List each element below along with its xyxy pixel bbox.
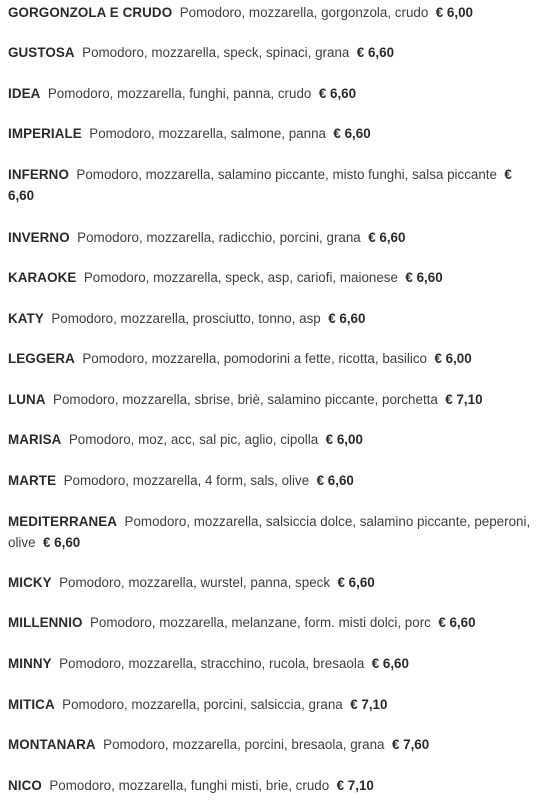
item-description: Pomodoro, mozzarella, speck, asp, cariofi, maionese xyxy=(83,270,398,285)
menu-item-katy xyxy=(8,308,540,329)
item-price: € 6,60 xyxy=(43,535,81,550)
item-description: Pomodoro, mozzarella, prosciutto, tonno, asp xyxy=(51,311,321,326)
item-price: € 6,60 xyxy=(371,656,409,671)
menu-item-mitica xyxy=(8,694,540,715)
item-description: Pomodoro, mozzarella, 4 form, sals, olive xyxy=(63,473,310,488)
item-description: Pomodoro, mozzarella, salsiccia dolce, salamino piccante, peperoni, olive xyxy=(8,514,531,550)
item-description: Pomodoro, mozzarella, porcini, bresaola, grana xyxy=(103,737,385,752)
item-price: € 7,10 xyxy=(336,778,374,793)
item-price: € 6,00 xyxy=(435,5,473,20)
item-price: € 6,60 xyxy=(337,575,375,590)
item-price: € 6,60 xyxy=(316,473,354,488)
item-name: MARISA xyxy=(8,432,62,447)
item-description: Pomodoro, mozzarella, salamino piccante, misto funghi, salsa piccante xyxy=(76,167,497,182)
item-name: MILLENNIO xyxy=(8,615,83,630)
item-description: Pomodoro, mozzarella, sbrise, briè, salamino piccante, porchetta xyxy=(53,392,438,407)
item-name: KATY xyxy=(8,311,44,326)
menu-item-gustosa xyxy=(8,42,540,63)
menu-item-montanara xyxy=(8,734,540,755)
item-description: Pomodoro, mozzarella, funghi misti, brie, crudo xyxy=(49,778,330,793)
menu-item-nico xyxy=(8,775,540,796)
item-price: € 6,60 xyxy=(368,230,406,245)
item-description: Pomodoro, mozzarella, funghi, panna, crudo xyxy=(47,86,312,101)
item-price: € 6,00 xyxy=(325,432,363,447)
item-name: LUNA xyxy=(8,392,46,407)
menu-item-idea xyxy=(8,83,540,104)
item-price: € 7,60 xyxy=(391,737,430,752)
item-name: MONTANARA xyxy=(8,737,96,752)
item-name: KARAOKE xyxy=(8,270,77,285)
menu-item-inverno xyxy=(8,227,540,248)
item-price: € 6,60 xyxy=(318,86,357,101)
item-name: MARTE xyxy=(8,473,57,488)
menu-item-millennio xyxy=(8,612,540,633)
item-price: € 6,60 xyxy=(333,126,371,141)
item-name: INFERNO xyxy=(8,167,69,182)
item-description: Pomodoro, mozzarella, porcini, salsiccia, grana xyxy=(62,697,343,712)
menu-item-marte xyxy=(8,470,540,491)
item-name: NICO xyxy=(8,778,42,793)
item-name: IMPERIALE xyxy=(8,126,82,141)
item-description: Pomodoro, mozzarella, speck, spinaci, grana xyxy=(82,45,350,60)
item-name: GUSTOSA xyxy=(8,45,75,60)
menu-item-mediterranea xyxy=(8,511,540,553)
item-name: GORGONZOLA E CRUDO xyxy=(8,5,173,20)
item-name: INVERNO xyxy=(8,230,70,245)
item-name: LEGGERA xyxy=(8,351,75,366)
item-price: € 7,10 xyxy=(350,697,388,712)
menu-item-luna xyxy=(8,389,540,410)
item-description: Pomodoro, mozzarella, salmone, panna xyxy=(89,126,326,141)
item-price: € 6,60 xyxy=(356,45,395,60)
item-description: Pomodoro, mozzarella, stracchino, rucola, bresaola xyxy=(59,656,365,671)
item-price: € 6,00 xyxy=(434,351,472,366)
menu-item-micky xyxy=(8,572,540,593)
item-price: € 6,60 xyxy=(438,615,476,630)
item-name: MICKY xyxy=(8,575,52,590)
menu-item-inferno xyxy=(8,164,540,206)
menu-item-karaoke xyxy=(8,267,540,288)
item-description: Pomodoro, mozzarella, melanzane, form. misti dolci, porc xyxy=(90,615,431,630)
menu-item-leggera xyxy=(8,348,540,369)
item-price: € 6,60 xyxy=(405,270,443,285)
menu-item-marisa xyxy=(8,429,540,450)
item-description: Pomodoro, mozzarella, pomodorini a fette, ricotta, basilico xyxy=(82,351,427,366)
item-description: Pomodoro, moz, acc, sal pic, aglio, cipolla xyxy=(68,432,319,447)
item-name: MITICA xyxy=(8,697,55,712)
menu-item-gorgonzola-e-crudo xyxy=(8,2,540,23)
item-description: Pomodoro, mozzarella, wurstel, panna, speck xyxy=(59,575,331,590)
item-price: € 6,60 xyxy=(8,167,512,203)
menu-item-minny xyxy=(8,653,540,674)
item-description: Pomodoro, mozzarella, radicchio, porcini, grana xyxy=(77,230,361,245)
item-price: € 7,10 xyxy=(445,392,483,407)
item-name: MEDITERRANEA xyxy=(8,514,118,529)
item-name: MINNY xyxy=(8,656,52,671)
item-description: Pomodoro, mozzarella, gorgonzola, crudo xyxy=(179,5,429,20)
menu-item-imperiale xyxy=(8,123,540,144)
item-name: IDEA xyxy=(8,86,41,101)
item-price: € 6,60 xyxy=(328,311,366,326)
